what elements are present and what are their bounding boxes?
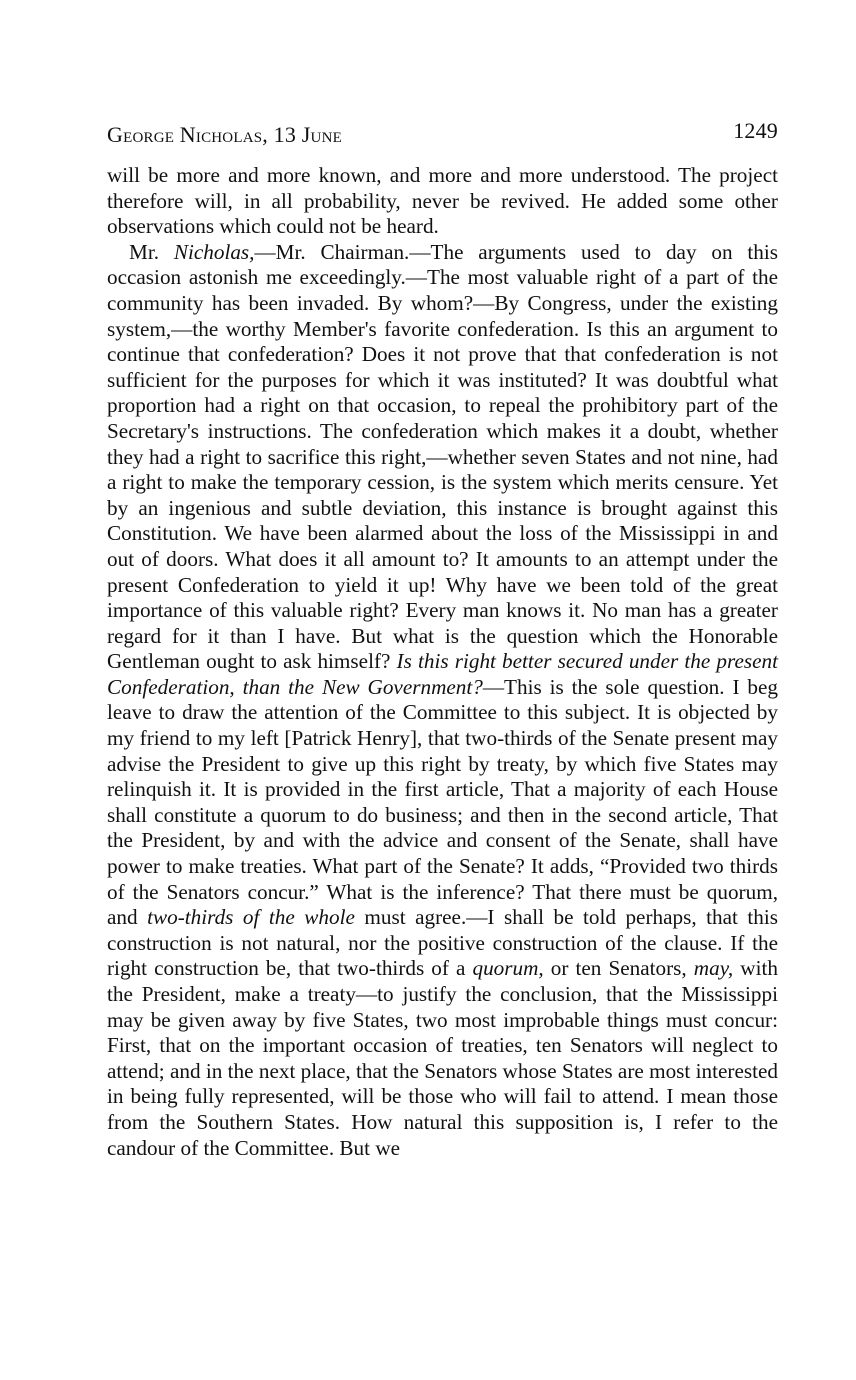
running-title: George Nicholas, 13 June bbox=[107, 122, 342, 147]
speech-text: —This is the sole question. I beg leave to draw the attention of the Committee to this subject. It is objected by my friend to my left [Patrick Henry], that two-thirds of the Senate present may advise the President to give up this right by treaty, by which five States may relinquish it. It is provided in the first article, That a majority of each House shall constitute a quorum to do business; and then in the second article, That the President, by and with the advice and consent of the Senate, shall have power to make treaties. What part of the Senate? It adds, “Provided two thirds of the Senators concur.” What is the inference? That there must be quorum, and bbox=[107, 674, 779, 930]
speech-text: or ten Senators, bbox=[543, 956, 694, 981]
paragraph-nicholas-speech bbox=[107, 240, 778, 1161]
speech-text: with the President, make a treaty—to justify the conclusion, that the Mississippi may be given away by five States, two most improbable things must concur: First, that on the important occasion of treaties, ten Senators will neglect to attend; and in the next place, that the Senators whose States are most interested in being fully represented, will be those who will fail to attend. I mean those from the Southern States. How natural this supposition is, I refer to the candour of the Committee. But we bbox=[107, 956, 778, 1160]
speech-text: must agree.—I shall be told perhaps, that this construction is not natural, nor the positive construction of the clause. If the right construction be, that two-thirds of a bbox=[107, 905, 779, 981]
page-number: 1249 bbox=[733, 118, 778, 143]
paragraph-continuation: will be more and more known, and more and more understood. The project therefore will, in all probability, never be revived. He added some other observations which could not be heard. bbox=[107, 163, 778, 239]
italic-phrase: two-thirds of the whole bbox=[147, 905, 355, 930]
speaker-name: Nicholas, bbox=[173, 239, 255, 264]
body-text bbox=[107, 163, 778, 1161]
running-head bbox=[107, 110, 778, 150]
speech-text: —Mr. Chairman.—The arguments used to day on this occasion astonish me exceedingly.—The most valuable right of a part of the community has been invaded. By whom?—By Congress, under the existing system,—the worthy Member's favorite confederation. Is this an argument to continue that confederation? Does it not prove that that confederation is not sufficient for the purposes for which it was instituted? It was doubtful what proportion had a right on that occasion, to repeal the prohibitory part of the Secretary's instructions. The confederation which makes it a doubt, whether they had a right to sacrifice this right,—whether seven States and not nine, had a right to make the temporary cession, is the system which merits censure. Yet by an ingenious and subtle deviation, this instance is brought against this Constitution. We have been alarmed about the loss of the Mississippi in and out of doors. What does it all amount to? It amounts to an attempt under the present Confederation to yield it up! Why have we been told of the great importance of this valuable right? Every man knows it. No man has a greater regard for it than I have. But what is the question which the Honorable Gentleman ought to ask himself? bbox=[107, 239, 778, 674]
italic-word: may, bbox=[693, 956, 734, 981]
italic-word: quorum, bbox=[472, 956, 544, 981]
document-page bbox=[107, 110, 778, 1161]
italic-question: Is this right better secured under the present Confederation, than the New Government? bbox=[107, 649, 778, 699]
speech-text: Mr. bbox=[129, 239, 174, 264]
